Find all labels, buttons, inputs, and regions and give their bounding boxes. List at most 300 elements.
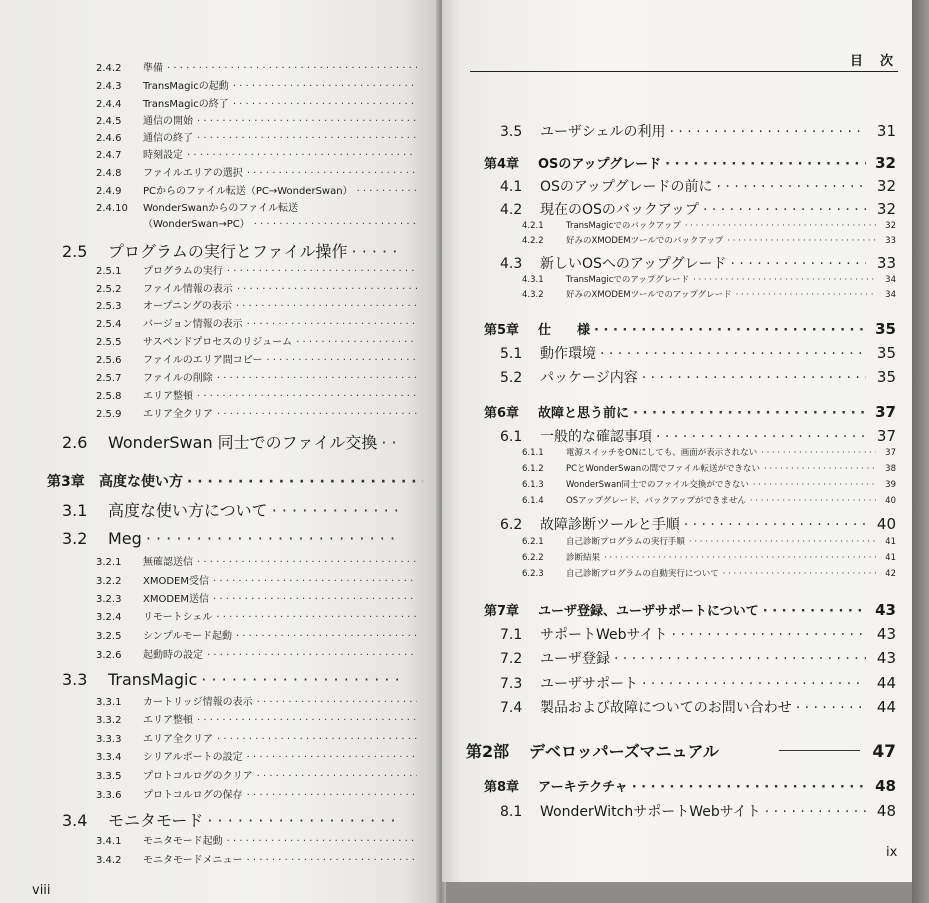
toc-section — [500, 121, 896, 141]
toc-section — [500, 367, 896, 387]
toc-entry — [96, 315, 421, 330]
entry-number: 7.1 — [500, 627, 523, 643]
leader-dots — [197, 116, 417, 127]
toc-entry — [522, 478, 896, 490]
page-ref: 47 — [872, 742, 896, 762]
entry-title: 高度な使い方について — [108, 501, 268, 520]
leader-dots — [233, 99, 417, 110]
entry-title: ファイルエリアの選択 — [143, 168, 243, 179]
leader-dots — [665, 157, 866, 172]
entry-number: 2.5.2 — [96, 284, 122, 295]
leader-dots — [227, 266, 417, 277]
part-rule — [779, 750, 860, 751]
leader-dots — [764, 464, 876, 474]
entry-number: 4.2.2 — [522, 236, 544, 246]
entry-number: 3.4 — [62, 811, 88, 830]
entry-title: OSアップグレード、バックアップができません — [566, 496, 746, 506]
leader-dots — [213, 576, 417, 587]
entry-number: 4.3.2 — [522, 290, 544, 300]
toc-entry — [522, 446, 896, 458]
leader-dots — [247, 319, 417, 330]
leader-dots — [604, 553, 876, 563]
toc-entry — [96, 748, 421, 763]
entry-title: PCからのファイル転送（PC→WonderSwan） — [143, 186, 353, 197]
entry-title: プロトコルログの保存 — [143, 790, 243, 801]
entry-number: 3.2.3 — [96, 594, 122, 605]
toc-section — [500, 801, 896, 821]
header-rule — [470, 71, 898, 72]
entry-title: ファイル情報の表示 — [143, 284, 233, 295]
entry-number: 6.1.2 — [522, 464, 544, 474]
leader-dots — [594, 323, 866, 338]
entry-number: 3.2.2 — [96, 576, 122, 587]
page-ref: 38 — [885, 464, 896, 474]
leader-dots — [236, 631, 417, 642]
toc-section — [500, 343, 896, 363]
entry-title: シンプルモード起動 — [143, 631, 232, 642]
entry-number: 3.3.3 — [96, 734, 122, 745]
toc-section — [500, 176, 896, 196]
entry-number: 6.2.3 — [522, 569, 544, 579]
leader-dots — [633, 406, 866, 421]
toc-entry — [96, 112, 421, 127]
page-ref: 33 — [885, 236, 896, 246]
leader-dots — [217, 734, 417, 745]
chapter-title: OSのアップグレード — [538, 157, 662, 172]
entry-title: ユーザシェルの利用 — [540, 124, 666, 140]
entry-number: 8.1 — [500, 804, 523, 820]
toc-chapter — [484, 153, 896, 172]
entry-title: TransMagicでのバックアップ — [566, 221, 681, 231]
leader-dots — [642, 676, 866, 692]
toc-entry — [96, 851, 421, 866]
entry-number: 4.3 — [500, 256, 523, 272]
entry-number: 2.5.7 — [96, 373, 122, 384]
toc-entry — [522, 462, 896, 474]
chapter-number: 第4章 — [484, 157, 520, 172]
leader-dots — [187, 150, 417, 161]
entry-number: 2.4.5 — [96, 116, 122, 127]
entry-number: 3.3.2 — [96, 715, 122, 726]
toc-entry — [96, 767, 421, 782]
entry-number: 4.2 — [500, 202, 523, 218]
toc-entry — [96, 199, 421, 214]
entry-number: 4.3.1 — [522, 275, 544, 285]
entry-title: TransMagicでのアップグレード — [566, 275, 690, 285]
entry-number: 6.1.4 — [522, 496, 544, 506]
toc-section — [62, 670, 402, 689]
page-ref: 40 — [885, 496, 896, 506]
page-ref: 35 — [876, 368, 896, 386]
entry-title: パッケージ内容 — [540, 370, 638, 386]
leader-dots — [217, 373, 417, 384]
entry-number: 2.5.9 — [96, 409, 122, 420]
page-ref: 35 — [876, 344, 896, 362]
toc-chapter — [484, 776, 896, 795]
leader-dots — [672, 627, 866, 643]
toc-entry — [522, 219, 896, 231]
entry-number: 2.4.2 — [96, 63, 122, 74]
page-ref: 32 — [876, 200, 896, 218]
leader-dots — [796, 700, 866, 716]
leader-dots — [257, 771, 417, 782]
entry-number: 3.3.1 — [96, 697, 122, 708]
entry-title: プログラムの実行 — [143, 266, 223, 277]
page-ref: 48 — [876, 802, 896, 820]
entry-number: 3.2 — [62, 529, 88, 548]
leader-dots — [217, 409, 417, 420]
leader-dots — [213, 594, 417, 605]
toc-chapter — [47, 471, 427, 491]
toc-section — [500, 514, 896, 534]
left-page — [0, 0, 440, 903]
entry-number: 7.4 — [500, 700, 523, 716]
entry-title: モニタモード — [108, 811, 204, 830]
chapter-number: 第6章 — [484, 406, 520, 421]
leader-dots — [689, 537, 876, 547]
running-header: 目 次 — [850, 54, 896, 69]
entry-number: 6.1.3 — [522, 480, 544, 490]
leader-dots — [247, 855, 418, 866]
entry-number: 4.2.1 — [522, 221, 544, 231]
leader-dots — [685, 221, 876, 231]
toc-section — [500, 624, 896, 644]
entry-number: 2.4.8 — [96, 168, 122, 179]
entry-title: 製品および故障についてのお問い合わせ — [540, 700, 792, 716]
entry-title: 電源スイッチをONにしても、画面が表示されない — [566, 448, 758, 458]
entry-number: 6.2 — [500, 517, 523, 533]
entry-number: 6.1.1 — [522, 448, 544, 458]
toc-entry — [96, 627, 421, 642]
page-ref: 41 — [885, 537, 896, 547]
leader-dots — [227, 836, 417, 847]
entry-number: 3.3.6 — [96, 790, 122, 801]
entry-title: 時刻設定 — [143, 150, 183, 161]
entry-number: 6.2.2 — [522, 553, 544, 563]
toc-entry — [522, 288, 896, 300]
entry-title: プログラムの実行とファイル操作 — [108, 242, 348, 261]
entry-title: サポートWebサイト — [540, 627, 668, 643]
toc-entry — [96, 333, 421, 348]
toc-entry — [96, 786, 421, 801]
leader-dots — [669, 124, 866, 140]
toc-section — [62, 239, 402, 262]
entry-title: 自己診断プログラムの実行手順 — [566, 537, 685, 547]
chapter-number: 第3章 — [47, 474, 85, 490]
entry-number: 2.5.4 — [96, 319, 122, 330]
entry-title: バージョン情報の表示 — [143, 319, 243, 330]
toc-entry — [96, 215, 421, 230]
chapter-title: アーキテクチャ — [538, 780, 628, 795]
entry-number: 2.5.8 — [96, 391, 122, 402]
page-ref: 44 — [876, 674, 896, 692]
toc-section — [500, 426, 896, 446]
page-ref: 34 — [885, 275, 896, 285]
page-ref: 32 — [885, 221, 896, 231]
leader-dots — [257, 697, 417, 708]
leader-dots — [703, 202, 866, 218]
toc-entry — [96, 351, 421, 366]
leader-dots — [233, 81, 417, 92]
leader-dots — [216, 612, 417, 623]
entry-number: 3.5 — [500, 124, 523, 140]
entry-number: 2.5 — [62, 242, 88, 261]
entry-number: 3.1 — [62, 501, 88, 520]
leader-dots — [727, 236, 876, 246]
entry-title: TransMagicの終了 — [143, 99, 229, 110]
page-ref: 37 — [876, 427, 896, 445]
entry-title: 準備 — [143, 63, 163, 74]
entry-title: ユーザサポート — [540, 676, 638, 692]
toc-entry — [522, 567, 896, 579]
entry-number: 2.5.1 — [96, 266, 122, 277]
toc-entry — [96, 646, 421, 661]
entry-title: ファイルの削除 — [143, 373, 213, 384]
entry-title: リモートシェル — [143, 612, 213, 623]
page-ref: 48 — [875, 777, 896, 795]
toc-section — [62, 808, 402, 831]
entry-number: 3.2.4 — [96, 612, 122, 623]
toc-section — [500, 648, 896, 668]
toc-entry — [96, 553, 421, 568]
toc-entry — [96, 129, 421, 144]
chapter-title: 仕 様 — [538, 323, 591, 338]
entry-title: 好みのXMODEMツールでのアップグレード — [566, 290, 732, 300]
entry-number: 7.3 — [500, 676, 523, 692]
leader-dots — [357, 186, 417, 197]
leader-dots — [750, 496, 876, 506]
leader-dots — [247, 752, 417, 763]
leader-dots — [736, 290, 876, 300]
leader-dots — [731, 256, 866, 272]
leader-dots — [632, 780, 866, 795]
toc-entry — [522, 273, 896, 285]
entry-title: XMODEM受信 — [143, 576, 209, 587]
toc-chapter — [484, 402, 896, 421]
leader-dots — [381, 433, 398, 452]
toc-section — [500, 253, 896, 273]
page-ref: 37 — [875, 403, 896, 421]
leader-dots — [197, 133, 417, 144]
toc-section — [62, 498, 402, 521]
entry-number: 6.1 — [500, 429, 523, 445]
leader-dots — [197, 557, 417, 568]
toc-part — [466, 739, 896, 762]
chapter-number: 第5章 — [484, 323, 520, 338]
page-ref: 32 — [875, 154, 896, 172]
part-number: 第2部 — [466, 742, 510, 761]
part-title: デベロッパーズマニュアル — [529, 742, 719, 761]
page-number-right: ix — [886, 845, 898, 860]
entry-number: 5.2 — [500, 370, 523, 386]
page-ref: 31 — [876, 122, 896, 140]
leader-dots — [254, 219, 417, 230]
entry-title: 現在のOSのバックアップ — [540, 202, 699, 218]
page-ref: 43 — [875, 601, 896, 619]
leader-dots — [236, 301, 417, 312]
leader-dots — [197, 391, 417, 402]
page-number-left: viii — [32, 883, 51, 898]
toc-entry — [522, 234, 896, 246]
toc-section — [62, 430, 402, 453]
entry-number: 7.2 — [500, 651, 523, 667]
leader-dots — [693, 275, 876, 285]
page-ref: 37 — [885, 448, 896, 458]
leader-dots — [723, 569, 876, 579]
toc-entry — [96, 280, 421, 295]
page-ref: 43 — [876, 649, 896, 667]
entry-title: PCとWonderSwanの間でファイル転送ができない — [566, 464, 760, 474]
entry-title: WonderSwanからのファイル転送 — [143, 203, 299, 214]
entry-number: 5.1 — [500, 346, 523, 362]
leader-dots — [684, 517, 866, 533]
entry-title: 通信の終了 — [143, 133, 193, 144]
page-ref: 40 — [876, 515, 896, 533]
entry-title: サスペンドプロセスのリジューム — [143, 337, 293, 348]
toc-chapter — [484, 319, 896, 338]
leader-dots — [146, 529, 398, 548]
toc-entry — [96, 59, 421, 74]
leader-dots — [642, 370, 866, 386]
page-ref: 35 — [875, 320, 896, 338]
toc-entry — [96, 262, 421, 277]
leader-dots — [167, 63, 417, 74]
toc-entry — [96, 730, 421, 745]
page-edge — [912, 0, 929, 903]
page-ref: 42 — [885, 569, 896, 579]
entry-number: 2.4.9 — [96, 186, 122, 197]
entry-number: 3.4.1 — [96, 836, 122, 847]
entry-title: Meg — [108, 529, 142, 548]
toc-entry — [96, 369, 421, 384]
entry-title: TransMagicの起動 — [143, 81, 229, 92]
entry-title: TransMagic — [108, 670, 198, 689]
entry-number: 2.4.4 — [96, 99, 122, 110]
entry-number: 3.4.2 — [96, 855, 122, 866]
entry-number: 2.6 — [62, 433, 88, 452]
entry-title: WonderSwan 同士でのファイル交換 — [108, 433, 378, 452]
entry-number: 3.2.1 — [96, 557, 122, 568]
page-ref: 39 — [885, 480, 896, 490]
leader-dots — [296, 337, 417, 348]
entry-title: オープニングの表示 — [143, 301, 232, 312]
entry-number: 2.4.3 — [96, 81, 122, 92]
entry-title: 好みのXMODEMツールでのバックアップ — [566, 236, 724, 246]
entry-title: プロトコルログのクリア — [143, 771, 253, 782]
entry-title: シリアルポートの設定 — [143, 752, 243, 763]
toc-section — [500, 673, 896, 693]
entry-number: 3.3.4 — [96, 752, 122, 763]
entry-title: 動作環境 — [540, 346, 596, 362]
page-ref: 34 — [885, 290, 896, 300]
page-ref: 33 — [876, 254, 896, 272]
entry-title: OSのアップグレードの前に — [540, 179, 713, 195]
toc-entry — [96, 95, 421, 110]
leader-dots — [187, 474, 423, 490]
leader-dots — [247, 168, 417, 179]
chapter-title: ユーザ登録、ユーザサポートについて — [538, 604, 759, 619]
entry-title: 無確認送信 — [143, 557, 193, 568]
entry-title: 起動時の設定 — [143, 650, 203, 661]
page-ref: 41 — [885, 553, 896, 563]
entry-title: モニタモードメニュー — [143, 855, 243, 866]
entry-title: WonderWitchサポートWebサイト — [540, 804, 761, 820]
toc-entry — [96, 832, 421, 847]
leader-dots — [272, 501, 398, 520]
entry-title: 一般的な確認事項 — [540, 429, 652, 445]
chapter-number: 第8章 — [484, 780, 520, 795]
leader-dots — [761, 448, 876, 458]
chapter-number: 第7章 — [484, 604, 520, 619]
toc-entry — [96, 693, 421, 708]
entry-title: エリア全クリア — [143, 409, 213, 420]
leader-dots — [207, 811, 398, 830]
leader-dots — [656, 429, 866, 445]
toc-entry — [96, 590, 421, 605]
entry-title: XMODEM送信 — [143, 594, 209, 605]
toc-entry — [96, 77, 421, 92]
entry-number: 4.1 — [500, 179, 523, 195]
chapter-title: 故障と思う前に — [538, 406, 630, 421]
toc-entry — [96, 608, 421, 623]
leader-dots — [600, 346, 866, 362]
entry-title: （WonderSwan→PC） — [143, 219, 250, 230]
toc-entry — [96, 711, 421, 726]
toc-entry — [522, 551, 896, 563]
toc-section — [500, 697, 896, 717]
toc-entry — [96, 164, 421, 179]
leader-dots — [266, 355, 417, 366]
toc-entry — [96, 405, 421, 420]
chapter-title: 高度な使い方 — [99, 474, 183, 490]
toc-entry — [96, 387, 421, 402]
entry-title: エリア整頓 — [143, 715, 193, 726]
entry-number: 3.3 — [62, 670, 88, 689]
entry-title: WonderSwan同士でのファイル交換ができない — [566, 480, 749, 490]
entry-title: 診断結果 — [566, 553, 601, 563]
leader-dots — [247, 790, 417, 801]
entry-title: 故障診断ツールと手順 — [540, 517, 680, 533]
entry-number: 2.5.5 — [96, 337, 122, 348]
leader-dots — [352, 242, 398, 261]
entry-number: 2.5.6 — [96, 355, 122, 366]
toc-entry — [522, 494, 896, 506]
toc-section — [500, 199, 896, 219]
entry-title: ユーザ登録 — [540, 651, 610, 667]
entry-number: 2.4.6 — [96, 133, 122, 144]
page-ref: 44 — [876, 698, 896, 716]
toc-entry — [96, 572, 421, 587]
entry-title: カートリッジ情報の表示 — [143, 697, 253, 708]
toc-chapter — [484, 600, 896, 619]
leader-dots — [753, 480, 876, 490]
entry-number: 2.4.7 — [96, 150, 122, 161]
leader-dots — [207, 650, 417, 661]
leader-dots — [237, 284, 417, 295]
entry-title: 新しいOSへのアップグレード — [540, 256, 727, 272]
entry-number: 3.2.5 — [96, 631, 122, 642]
entry-title: 自己診断プログラムの自動実行について — [566, 569, 719, 579]
entry-number: 6.2.1 — [522, 537, 544, 547]
entry-number: 3.3.5 — [96, 771, 122, 782]
entry-number: 2.5.3 — [96, 301, 122, 312]
entry-title: エリア全クリア — [143, 734, 213, 745]
leader-dots — [201, 670, 398, 689]
leader-dots — [763, 604, 866, 619]
leader-dots — [197, 715, 417, 726]
leader-dots — [765, 804, 866, 820]
leader-dots — [717, 179, 866, 195]
